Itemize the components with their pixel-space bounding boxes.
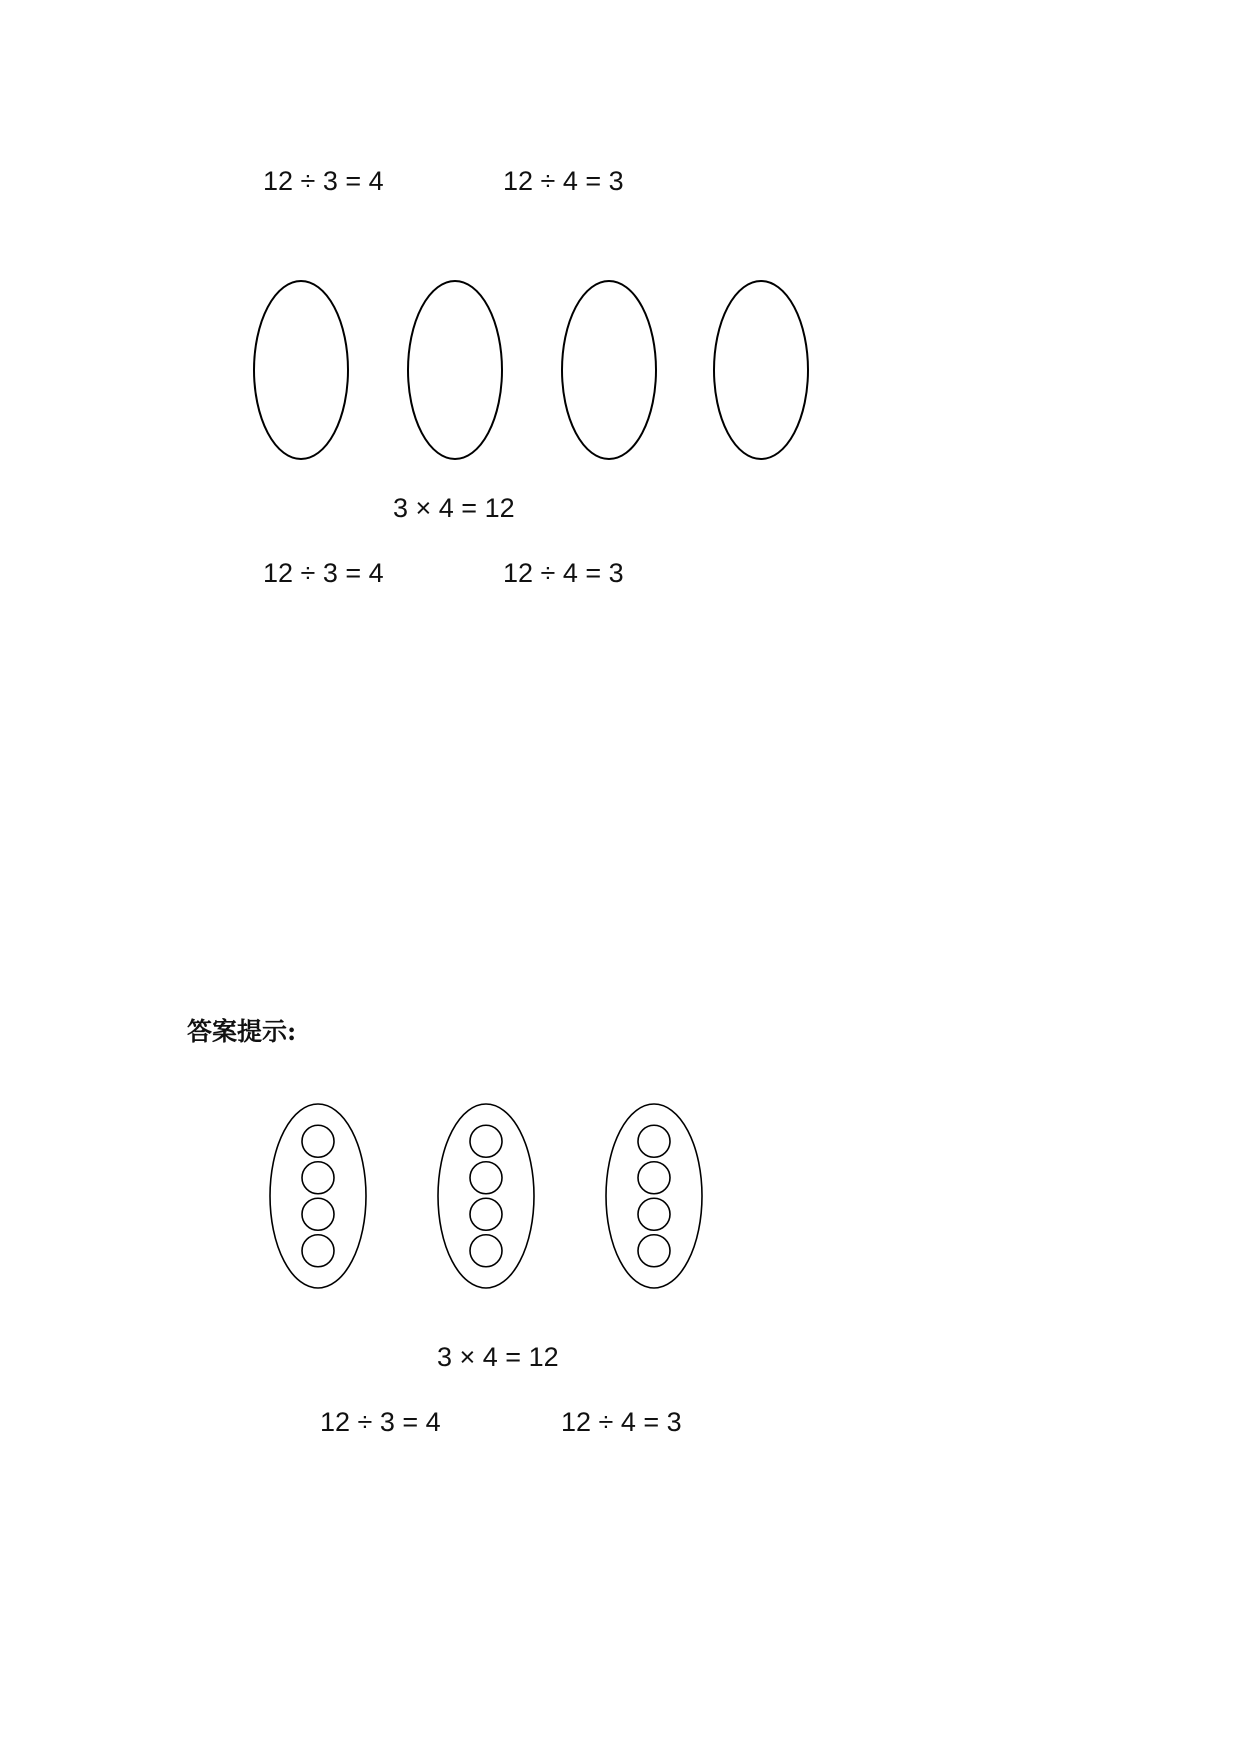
exercise-multiplication: 3 × 4 = 12	[393, 493, 515, 523]
answer-multiplication: 3 × 4 = 12	[437, 1342, 559, 1372]
group-1-item-1	[302, 1125, 334, 1157]
group-3-item-2	[638, 1162, 670, 1194]
group-2-item-4	[470, 1235, 502, 1267]
group-3-item-4	[638, 1235, 670, 1267]
answer-division-2: 12 ÷ 4 = 3	[561, 1407, 682, 1437]
group-oval-3	[606, 1104, 702, 1288]
group-3-item-1	[638, 1125, 670, 1157]
top-division-1: 12 ÷ 3 = 4	[263, 166, 384, 196]
group-2-item-1	[470, 1125, 502, 1157]
group-oval-1	[270, 1104, 366, 1288]
exercise-division-1: 12 ÷ 3 = 4	[263, 558, 384, 588]
group-3-item-3	[638, 1198, 670, 1230]
group-2-item-2	[470, 1162, 502, 1194]
group-1-item-2	[302, 1162, 334, 1194]
exercise-division-2: 12 ÷ 4 = 3	[503, 558, 624, 588]
answer-division-1: 12 ÷ 3 = 4	[320, 1407, 441, 1437]
top-division-2: 12 ÷ 4 = 3	[503, 166, 624, 196]
group-2-item-3	[470, 1198, 502, 1230]
answer-hint-heading: 答案提示:	[187, 1017, 297, 1046]
group-1-item-3	[302, 1198, 334, 1230]
group-1-item-4	[302, 1235, 334, 1267]
group-oval-2	[438, 1104, 534, 1288]
